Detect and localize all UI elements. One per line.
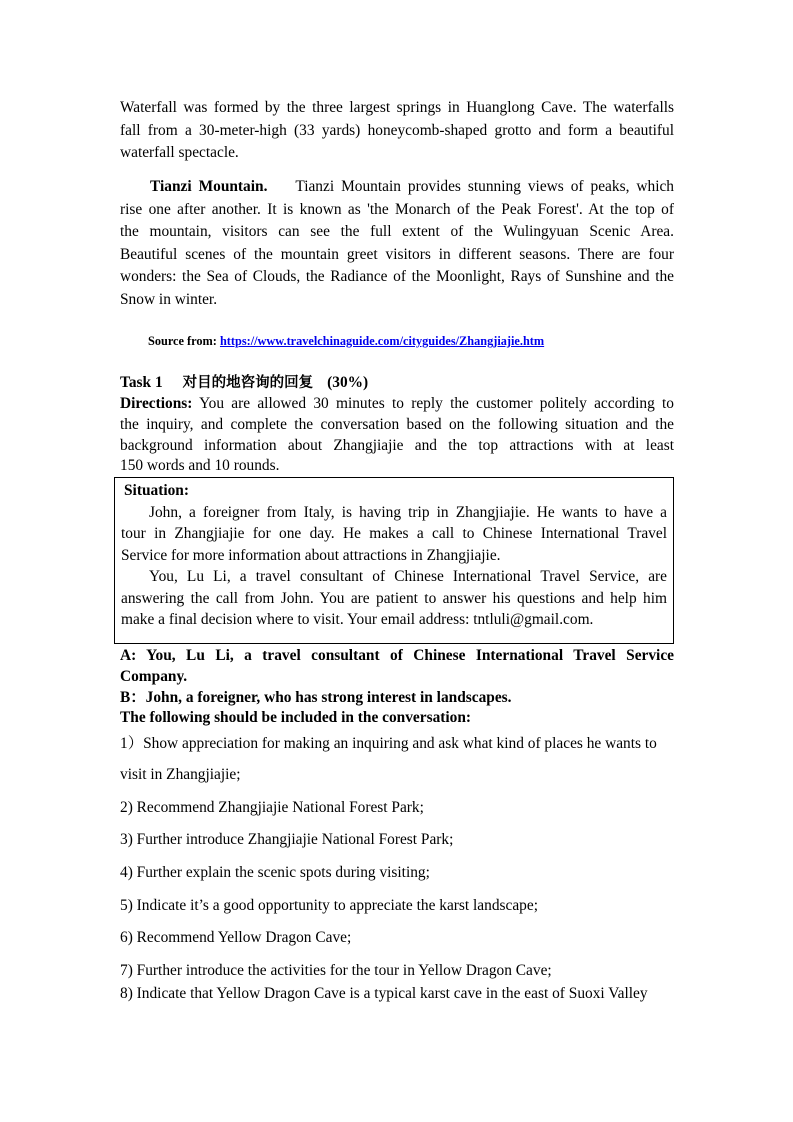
list-item: visit in Zhangjiajie; <box>120 766 241 783</box>
text-line: Beautiful scenes of the mountain greet visitors in different seasons. There are four <box>120 245 674 263</box>
text-line: You, Lu Li, a travel consultant of Chinese International Travel Service, are <box>149 568 667 585</box>
role-b: B：John, a foreigner, who has strong interest in landscapes. <box>120 688 512 706</box>
text-line: waterfall spectacle. <box>120 144 239 162</box>
text-line: Service for more information about attractions in Zhangjiajie. <box>121 546 501 564</box>
situation-label: Situation: <box>124 482 189 499</box>
text-line: answering the call from John. You are patient to answer his questions and help him <box>121 589 667 607</box>
source-label: Source from: <box>148 334 217 348</box>
list-item: 2) Recommend Zhangjiajie National Forest Park; <box>120 799 424 816</box>
text-line: fall from a 30-meter-high (33 yards) honeycomb-shaped grotto and form a beautiful <box>120 121 674 139</box>
directions-label: Directions: <box>120 395 193 412</box>
list-item: 8) Indicate that Yellow Dragon Cave is a typical karst cave in the east of Suoxi Valley <box>120 985 648 1002</box>
situation-box <box>114 477 674 644</box>
list-item: 6) Recommend Yellow Dragon Cave; <box>120 929 352 946</box>
text-line <box>120 176 674 199</box>
text-line: Waterfall was formed by the three largest springs in Huanglong Cave. The waterfalls <box>120 99 674 116</box>
list-item: 5) Indicate it’s a good opportunity to appreciate the karst landscape; <box>120 897 538 914</box>
text-line: the mountain, visitors can see the full extent of the Wulingyuan Scenic Area. <box>120 223 674 241</box>
text-line: John, a foreigner from Italy, is having trip in Zhangjiajie. He wants to have a <box>149 503 667 521</box>
text-line <box>120 394 674 415</box>
source-line <box>148 332 544 350</box>
text-line: rise one after another. It is known as 'the Monarch of the Peak Forest'. At the top of <box>120 200 674 218</box>
text-fragment: You are allowed 30 minutes to reply the customer politely according to <box>199 395 674 412</box>
text-line: Snow in winter. <box>120 290 218 308</box>
task-title-cn: 对目的地咨询的回复 <box>182 375 314 391</box>
source-link[interactable]: https://www.travelchinaguide.com/cityguides/Zhangjiajie.htm <box>219 334 545 348</box>
tianzi-paragraph <box>120 176 674 312</box>
text-line: the inquiry, and complete the conversation based on the following situation and the <box>120 415 674 433</box>
intro-paragraph <box>120 97 674 165</box>
text-line: 150 words and 10 rounds. <box>120 457 280 475</box>
roles-block <box>120 646 674 729</box>
tianzi-heading: Tianzi Mountain. <box>150 178 268 195</box>
text-line: wonders: the Sea of Clouds, the Radiance of the Moonlight, Rays of Sunshine and the <box>120 268 674 286</box>
list-item: 3) Further introduce Zhangjiajie National Forest Park; <box>120 831 454 848</box>
role-a: A: You, Lu Li, a travel consultant of Chinese International Travel Service <box>120 647 674 664</box>
task-percent: (30%) <box>327 374 369 391</box>
list-item: 1）Show appreciation for making an inquiring and ask what kind of places he wants to <box>120 735 657 752</box>
text-line: background information about Zhangjiajie and the top attractions with at least <box>120 436 674 454</box>
role-a-cont: Company. <box>120 667 188 685</box>
task-number: Task 1 <box>120 374 163 391</box>
list-item: 7) Further introduce the activities for the tour in Yellow Dragon Cave; <box>120 962 552 979</box>
situation-content <box>121 480 667 631</box>
directions-paragraph <box>120 394 674 477</box>
task-title <box>120 373 368 393</box>
list-item: 4) Further explain the scenic spots during visiting; <box>120 864 430 881</box>
text-line: tour in Zhangjiajie for one day. He makes a call to Chinese International Travel <box>121 525 667 542</box>
include-label: The following should be included in the conversation: <box>120 709 472 727</box>
text-fragment: Tianzi Mountain provides stunning views of peaks, which <box>295 178 675 195</box>
text-line: make a final decision where to visit. Your email address: tntluli@gmail.com. <box>121 611 594 628</box>
